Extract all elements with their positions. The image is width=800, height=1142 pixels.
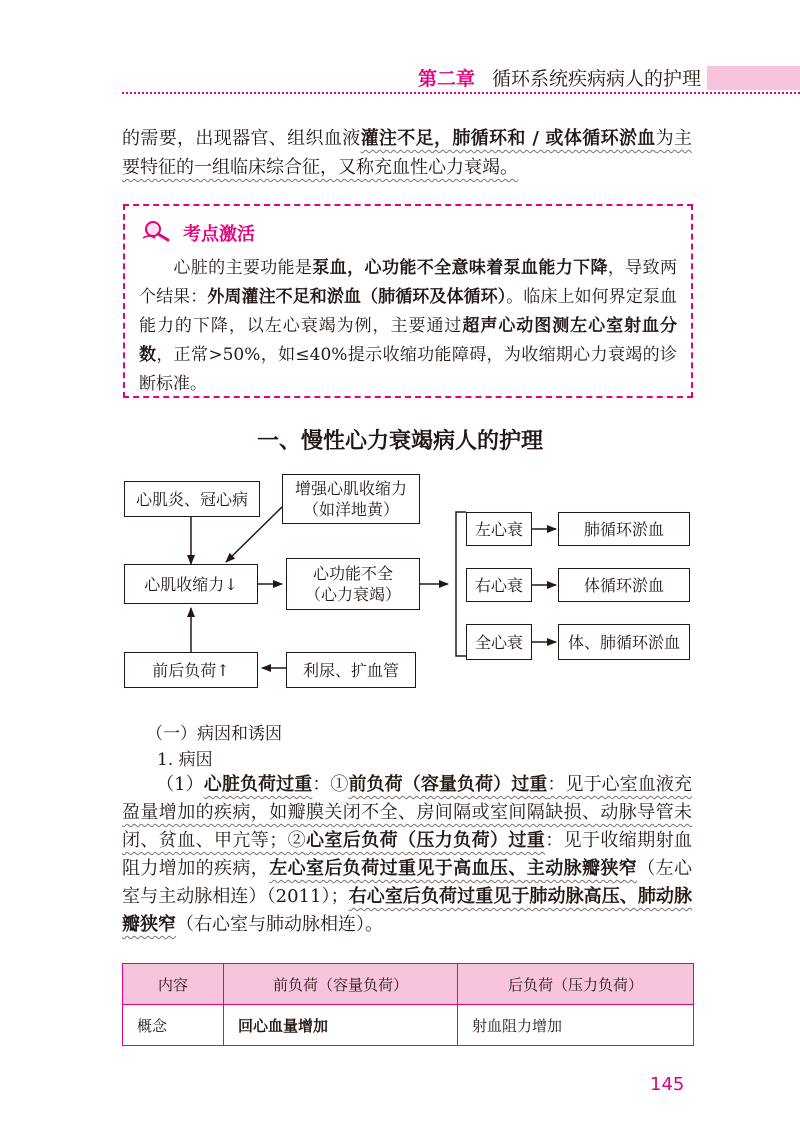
cp-1: 心脏负荷过重 xyxy=(203,774,313,795)
kd-text-3: 。临床上如何界定泵血能力的下降，以左心衰竭为例，主要通过 xyxy=(139,287,678,336)
chapter-title: 循环系统疾病病人的护理 xyxy=(492,68,702,90)
cp-5: 心室后负荷（压力负荷）过重 xyxy=(306,830,546,851)
box-enhance-line1: 增强心肌收缩力 xyxy=(294,479,407,498)
box-insuff-line2: （心力衰竭） xyxy=(304,585,401,604)
key-point-body xyxy=(139,254,677,399)
intro-text-1: 的需要，出现器官、组织血液 xyxy=(122,128,361,149)
intro-paragraph xyxy=(122,124,692,182)
table-header-cell: 前负荷（容量负荷） xyxy=(224,964,458,1005)
intro-emphasis: 灌注不足，肺循环和 / 或体循环淤血 xyxy=(360,128,656,149)
header-dotted-rule xyxy=(122,92,800,94)
kd-bold-3: 超声心动图测左心室射血分数 xyxy=(139,316,678,365)
box-left-result: 肺循环淤血 xyxy=(558,512,690,546)
box-diuretic: 利尿、扩血管 xyxy=(286,652,416,688)
table-header-row xyxy=(123,964,694,1005)
table-cell: 射血阻力增加 xyxy=(458,1005,694,1046)
box-whole-failure: 全心衰 xyxy=(466,624,532,660)
kd-bold-2: 外周灌注不足和淤血（肺循环及体循环） xyxy=(207,287,507,307)
table-cell: 概念 xyxy=(123,1005,224,1046)
header-color-bar xyxy=(707,66,800,90)
box-cause: 心肌炎、冠心病 xyxy=(124,481,260,517)
box-enhance xyxy=(282,474,420,524)
intro-text-2: 为主要特征的一组临床综合征，又称充血性心力衰竭。 xyxy=(122,128,693,178)
cp-3: 前负荷（容量负荷）过重 xyxy=(348,774,548,795)
cp-9: 右心室后负荷过重见于肺动脉高压、肺动脉瓣狭窄 xyxy=(122,886,693,935)
box-left-failure: 左心衰 xyxy=(466,512,532,546)
numbered-heading: 1. 病因 xyxy=(157,750,213,770)
table-header-cell: 内容 xyxy=(123,964,224,1005)
box-insuff-line1: 心功能不全 xyxy=(312,564,393,583)
cp-6: ：见于收缩期射血阻力增加的疾病， xyxy=(122,830,693,879)
kd-text-4: ，正常>50%，如≤40%提示收缩功能障碍，为收缩期心力衰竭的诊断标准。 xyxy=(139,345,677,394)
table-cell: 回心血量增加 xyxy=(224,1005,458,1046)
sub-heading: （一）病因和诱因 xyxy=(146,724,282,744)
box-insufficiency xyxy=(286,558,420,610)
cp-4: ：见于心室血液充盈量增加的疾病，如瓣膜关闭不全、房间隔或室间隔缺损、动脉导管未闭、贫血、甲亢等；② xyxy=(122,774,693,851)
kd-bold-1: 泵血，心功能不全意味着泵血能力下降 xyxy=(312,258,608,278)
cp-7: 左心室后负荷过重见于高血压、主动脉瓣狭窄 xyxy=(269,858,638,879)
cp-2: ：① xyxy=(312,774,349,795)
cp-8: （左心室与主动脉相连）（2011）； xyxy=(122,858,693,907)
kd-text-1: 心脏的主要功能是 xyxy=(173,258,313,278)
key-point-title: 考点激活 xyxy=(183,224,255,245)
section-title: 一、慢性心力衰竭病人的护理 xyxy=(256,429,543,454)
box-whole-result: 体、肺循环淤血 xyxy=(558,624,690,660)
table-row xyxy=(123,1005,694,1046)
chapter-label: 第二章 xyxy=(418,68,476,90)
box-right-result: 体循环淤血 xyxy=(558,568,690,602)
cause-paragraph xyxy=(122,771,692,939)
table-header-cell: 后负荷（压力负荷） xyxy=(458,964,694,1005)
box-right-failure: 右心衰 xyxy=(466,568,532,602)
load-comparison-table xyxy=(122,963,694,1046)
kd-text-2: ，导致两个结果： xyxy=(139,258,678,307)
box-enhance-line2: （如洋地黄） xyxy=(302,500,399,519)
box-contract: 心肌收缩力↓ xyxy=(124,564,258,604)
cp-10: （右心室与肺动脉相连）。 xyxy=(176,914,383,935)
cp-0: （1） xyxy=(156,774,204,795)
running-header xyxy=(0,60,800,94)
page-number: 145 xyxy=(650,1074,685,1095)
branch-bracket xyxy=(456,512,466,656)
magnifier-icon xyxy=(141,220,171,242)
key-point-box xyxy=(123,204,693,398)
box-load: 前后负荷↑ xyxy=(124,652,258,688)
